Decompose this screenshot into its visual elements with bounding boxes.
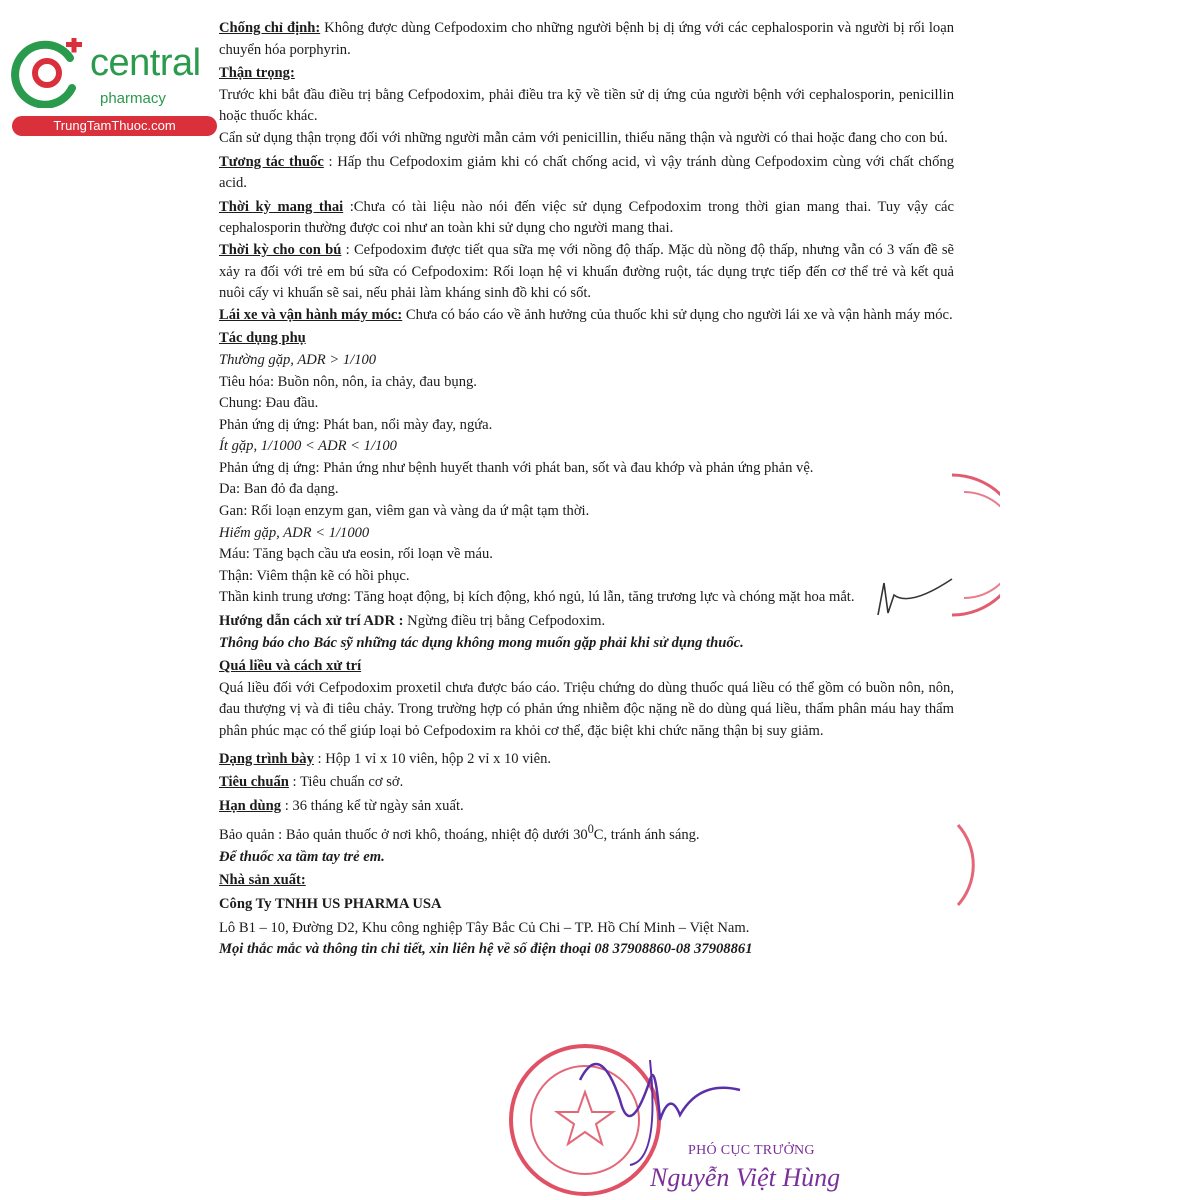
logo-sub: pharmacy — [100, 90, 166, 107]
lactation — [219, 240, 954, 305]
contraindications-text: Không được dùng Cefpodoxim cho những người bệnh bị dị ứng với các cephalosporin và người bị rối loạn chuyển hóa porphyrin. — [219, 20, 954, 58]
storage-text: Bảo quản : Bảo quản thuốc ở nơi khô, thoáng, nhiệt độ dưới 30 — [219, 827, 588, 844]
precautions-p1: Trước khi bắt đầu điều trị bằng Cefpodoxim, phải điều tra kỹ về tiền sử dị ứng của người bệnh với cephalosporin, penicillin hoặc thuốc khác. — [219, 86, 954, 125]
initials-scribble — [870, 575, 960, 625]
side-effects-u2: Da: Ban đỏ đa dạng. — [219, 481, 339, 498]
driving — [219, 305, 954, 327]
manufacturer-heading-line — [219, 870, 954, 892]
side-effects-c2: Chung: Đau đầu. — [219, 395, 319, 412]
lactation-text: : Cefpodoxim được tiết qua sữa mẹ với nồng độ thấp. Mặc dù nồng độ thấp, nhưng vẫn có 3 vấn đề sẽ xảy ra đối với trẻ em bú sữa có Cefpodoxim: Rối loạn hệ vi khuẩn đường ruột, tác dụng trực tiếp đến cơ thể trẻ và kết quả nuôi cấy vi khuẩn sẽ sai, nếu phải làm kháng sinh đồ khi có sốt. — [219, 241, 955, 302]
presentation — [219, 749, 954, 771]
standard — [219, 772, 954, 794]
logo-site: TrungTamThuoc.com — [12, 116, 217, 136]
side-effects-r2: Thận: Viêm thận kẽ có hồi phục. — [219, 567, 410, 584]
side-effects-u1: Phản ứng dị ứng: Phản ứng như bệnh huyết thanh với phát ban, sốt và đau khớp và phản ứng phản vệ. — [219, 459, 814, 476]
adr-handling-heading: Hướng dẫn cách xử trí ADR : — [219, 613, 404, 630]
storage-text-after: C, tránh ánh sáng. — [593, 827, 700, 844]
manufacturer-contact: Mọi thắc mắc và thông tin chi tiết, xin liên hệ về số điện thoại 08 37908860-08 37908861 — [219, 941, 753, 958]
contraindications-heading: Chống chỉ định: — [219, 20, 321, 36]
pregnancy-text: :Chưa có tài liệu nào nói đến việc sử dụng Cefpodoxim trong thời gian mang thai. Tuy vậy các cephalosporin thường được coi như an toàn khi sử dụng cho người mang thai. — [219, 198, 954, 237]
side-effects-c3: Phản ứng dị ứng: Phát ban, nổi mày đay, ngứa. — [219, 416, 493, 433]
overdose-heading-line — [219, 656, 954, 678]
interactions-heading: Tương tác thuốc — [219, 153, 324, 170]
interactions — [219, 152, 954, 195]
driving-text: Chưa có báo cáo về ảnh hưởng của thuốc khi sử dụng cho người lái xe và vận hành máy móc. — [402, 306, 953, 323]
overdose-text: Quá liều đối với Cefpodoxim proxetil chưa được báo cáo. Triệu chứng do dùng thuốc quá liều có thể gồm có buồn nôn, nôn, đau thượng vị và đi tiêu chảy. Trong trường hợp có phản ứng nhiễm độc nặng nề do dùng quá liều, thẩm phân máu hay thẩm phân phúc mạc có thể giúp loại bỏ Cefpodoxim ra khỏi cơ thể, đặc biệt khi chức năng thận bị suy giảm. — [219, 679, 954, 739]
keep-away: Để thuốc xa tầm tay trẻ em. — [219, 848, 385, 865]
edge-stamp-lower — [950, 820, 990, 910]
manufacturer-address: Lô B1 – 10, Đường D2, Khu công nghiệp Tây Bắc Củ Chi – TP. Hồ Chí Minh – Việt Nam. — [219, 919, 750, 936]
pregnancy — [219, 197, 954, 240]
side-effects-rare: Hiếm gặp, ADR < 1/1000 — [219, 524, 370, 541]
lactation-heading: Thời kỳ cho con bú — [219, 241, 342, 258]
contraindications — [219, 18, 954, 61]
adr-handling-text: Ngừng điều trị bằng Cefpodoxim. — [403, 613, 606, 630]
central-pharmacy-logo — [10, 38, 215, 138]
side-effects-heading-line — [219, 328, 954, 350]
precautions-heading-line — [219, 63, 954, 85]
side-effects-heading: Tác dụng phụ — [219, 330, 306, 347]
standard-text: : Tiêu chuẩn cơ sở. — [288, 774, 404, 791]
document-body — [219, 18, 954, 961]
signature-title: PHÓ CỤC TRƯỞNG — [688, 1143, 815, 1158]
side-effects-r3: Thần kinh trung ương: Tăng hoạt động, bị kích động, khó ngủ, lú lẫn, tăng trương lực và chóng mặt hoa mắt. — [219, 589, 855, 606]
shelf-life-text: : 36 tháng kể từ ngày sản xuất. — [281, 797, 464, 814]
storage — [219, 819, 954, 846]
shelf-life-heading: Hạn dùng — [219, 797, 282, 814]
precautions-heading: Thận trọng: — [219, 65, 295, 82]
side-effects-common: Thường gặp, ADR > 1/100 — [219, 351, 377, 368]
side-effects-u3: Gan: Rối loạn enzym gan, viêm gan và vàng da ứ mật tạm thời. — [219, 503, 590, 520]
adr-notice: Thông báo cho Bác sỹ những tác dụng không mong muốn gặp phải khi sử dụng thuốc. — [219, 634, 744, 651]
side-effects-uncommon: Ít gặp, 1/1000 < ADR < 1/100 — [219, 438, 397, 455]
storage-degree: 0 — [587, 822, 594, 837]
shelf-life — [219, 796, 954, 818]
side-effects-c1: Tiêu hóa: Buồn nôn, nôn, ỉa chảy, đau bụng. — [219, 373, 477, 390]
presentation-text: : Hộp 1 vỉ x 10 viên, hộp 2 vỉ x 10 viên. — [313, 750, 552, 767]
precautions-p2: Cẩn sử dụng thận trọng đối với những người mẫn cảm với penicillin, thiểu năng thận và người có thai hoặc đang cho con bú. — [219, 129, 948, 146]
pregnancy-heading: Thời kỳ mang thai — [219, 198, 344, 215]
side-effects-r1: Máu: Tăng bạch cầu ưa eosin, rối loạn về máu. — [219, 546, 493, 563]
manufacturer-heading: Nhà sản xuất: — [219, 872, 306, 889]
driving-heading: Lái xe và vận hành máy móc: — [219, 306, 403, 323]
standard-heading: Tiêu chuẩn — [219, 774, 289, 791]
presentation-heading: Dạng trình bày — [219, 750, 314, 767]
interactions-text: : Hấp thu Cefpodoxim giảm khi có chất chống acid, vì vậy tránh dùng Cefpodoxim cùng với chất chống acid. — [219, 153, 954, 192]
overdose-heading: Quá liều và cách xử trí — [219, 658, 362, 675]
manufacturer-company: Công Ty TNHH US PHARMA USA — [219, 896, 442, 913]
logo-brand: central — [90, 42, 201, 84]
signature-name: Nguyễn Việt Hùng — [650, 1163, 841, 1192]
central-logo-icon — [10, 38, 90, 108]
adr-handling — [219, 611, 954, 633]
